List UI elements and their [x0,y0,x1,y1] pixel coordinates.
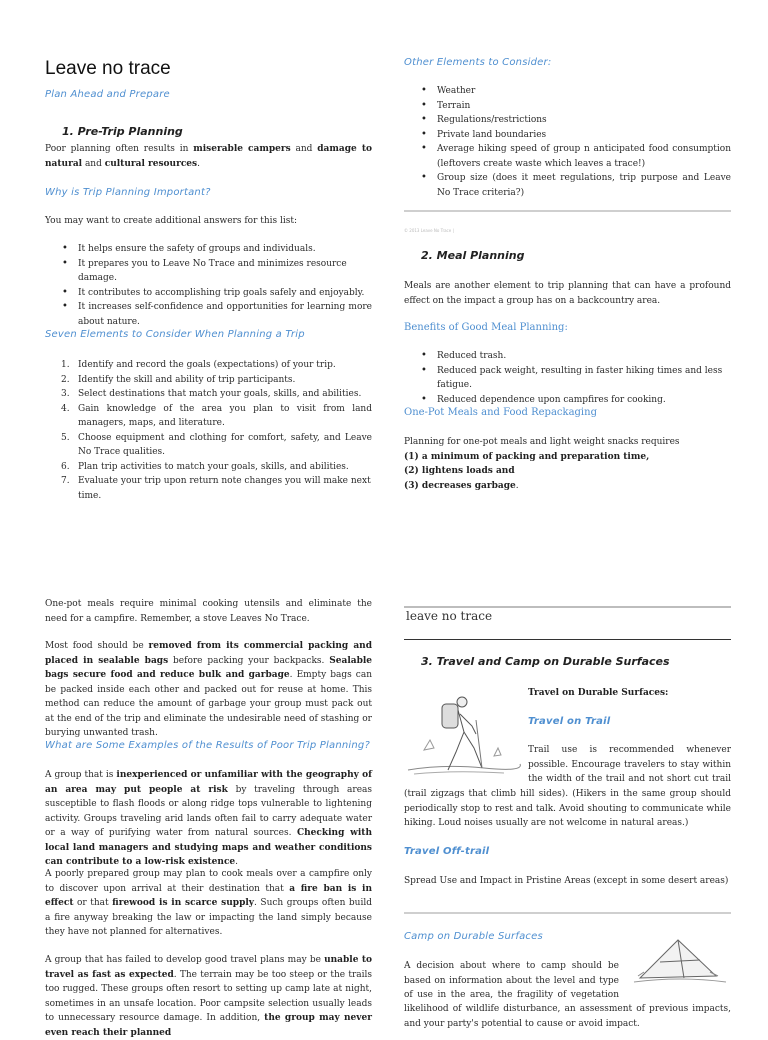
divider [404,210,731,212]
list-item: 6. Plan trip activities to match your goals, skills, and abilities. [61,461,349,472]
benefits-heading: Benefits of Good Meal Planning: [404,322,568,333]
travel-on-trail-heading: Travel on Trail [528,716,611,727]
list-item: • It contributes to accomplishing trip goals safely and enjoyably. [45,286,372,301]
list-item: • Regulations/restrictions [404,113,731,128]
pre-trip-intro: Poor planning often results in miserable campers and damage to natural and cultural resources. [45,144,373,169]
seven-elements-heading: Seven Elements to Consider When Planning a Trip [45,329,305,340]
list-item: 3. Select destinations that match your goals, skills, and abilities. [61,389,362,399]
meal-planning-heading: 2. Meal Planning [421,249,525,262]
meal-intro: Meals are another element to trip planning that can have a profound effect on the impact a group has on a backcountry area. [404,281,731,306]
list-item: 2. Identify the skill and ability of trip participants. [61,374,296,385]
other-elements-list [404,84,731,200]
food-packing-paragraph: Most food should be removed from its commercial packing and placed in sealable bags before packing your backpacks. Sealable bags secure food and reduce bulk and garbage. Empty bags can be packed inside each other and packed out for reuse at home. This method can reduce the amount of garbage your group must pack out at the end of the trip and eliminate the undesirable need of stashing or burying unwanted trash. [45,641,373,738]
fire-ban-paragraph: A poorly prepared group may plan to cook meals over a campfire only to discover upon arrival at their destination that a fire ban is in effect or that firewood is in scarce supply. Such groups often build a fire anyway breaking the law or impacting the land simply because they have not planned for alternatives. [45,869,372,937]
benefits-list [404,349,731,407]
divider [404,912,731,914]
list-item: 1. Identify and record the goals (expectations) of your trip. [61,360,336,370]
travel-camp-heading: 3. Travel and Camp on Durable Surfaces [421,655,670,668]
inexperienced-paragraph: A group that is inexperienced or unfamiliar with the geography of an area may put people at risk by traveling through areas susceptible to flash floods or along ridge tops vulnerable to lightening activity. Groups traveling arid lands often fail to carry adequate water or a way of purifying water from natural sources. Checking with local land managers and studying maps and weather conditions can contribute to a low-risk existence. [45,770,373,867]
page-title: Leave no trace [45,58,171,79]
trail-text-right: Trail use is recommended whenever possible. Encourage travelers to stay within the width of the trail and not short cut trail [528,745,731,784]
why-heading: Why is Trip Planning Important? [45,187,211,198]
list-item: • Reduced pack weight, resulting in faster hiking times and less fatigue. [404,364,731,393]
list-item: • It increases self-confidence and opportunities for learning more about nature. [45,300,372,329]
list-item: • It helps ensure the safety of groups and individuals. [45,242,372,257]
camp-durable-heading: Camp on Durable Surfaces [404,931,543,942]
why-list [45,242,372,329]
travel-plans-paragraph: A group that has failed to develop good travel plans may be unable to travel as fast as expected. The terrain may be too steep or the trails too rugged. These groups often resort to setting up camp late at night, sometimes in an unsafe location. Poor campsite selection usually leads to unnecessary resource damage. In addition, the group may never even reach their planned [45,955,372,1038]
travel-durable-subheading: Travel on Durable Surfaces: [528,688,669,698]
seven-elements-list [45,358,372,503]
list-item: 5. Choose equipment and clothing for comfort, safety, and Leave No Trace qualities. [61,432,372,457]
list-item: 4. Gain knowledge of the area you plan to visit from land managers, maps, and literature. [61,403,372,428]
list-item: • Terrain [404,99,731,114]
why-intro: You may want to create additional answers for this list: [45,216,298,226]
hiker-illustration [404,690,522,778]
trail-text: (trail zigzags that climb hill sides). (Hikers in the same group should periodically stop to rest and talk. Avoid shouting to communicate while hiking. Loud noises usually are not welcome in natural areas.) [404,789,731,828]
leave-no-trace-logo: leave no trace [406,609,493,623]
list-item: • Reduced dependence upon campfires for cooking. [404,393,731,408]
camp-text-left: A decision about where to camp should be based on information about the level and type of use in the area, the fragility of vegetation [404,961,619,1000]
plan-ahead-subtitle: Plan Ahead and Prepare [45,89,170,100]
list-item: • It prepares you to Leave No Trace and minimizes resource damage. [45,257,372,286]
logo-bottom-rule [404,639,731,640]
list-item: • Average hiking speed of group n anticipated food consumption (leftovers create waste which leaves a trace!) [404,142,731,171]
examples-heading: What are Some Examples of the Results of Poor Trip Planning? [45,740,370,751]
camp-text: likelihood of wildlife disturbance, an assessment of previous impacts, and your party's potential to cause or avoid impact. [404,1004,731,1029]
list-item: 7. Evaluate your trip upon return note changes you will make next time. [61,476,371,501]
one-pot-text: Planning for one-pot meals and light weight snacks requires (1) a minimum of packing and preparation time, (2) lightens loads and (3) decreases garbage. [404,437,680,491]
off-trail-text: Spread Use and Impact in Pristine Areas (except in some desert areas) [404,876,729,886]
one-pot-paragraph: One-pot meals require minimal cooking utensils and eliminate the need for a campfire. Remember, a stove Leaves No Trace. [45,599,372,624]
travel-off-trail-heading: Travel Off-trail [404,846,490,857]
logo-top-rule [404,606,731,608]
list-item: • Private land boundaries [404,128,731,143]
tent-illustration [630,932,730,988]
pre-trip-planning-heading: 1. Pre-Trip Planning [62,125,183,138]
list-item: • Group size (does it meet regulations, trip purpose and Leave No Trace criteria?) [404,171,731,200]
other-elements-heading: Other Elements to Consider: [404,57,552,68]
list-item: • Reduced trash. [404,349,731,364]
one-pot-heading: One-Pot Meals and Food Repackaging [404,407,597,418]
list-item: • Weather [404,84,731,99]
tiny-footnote: © 2013 Leave No Trace | [404,228,454,233]
